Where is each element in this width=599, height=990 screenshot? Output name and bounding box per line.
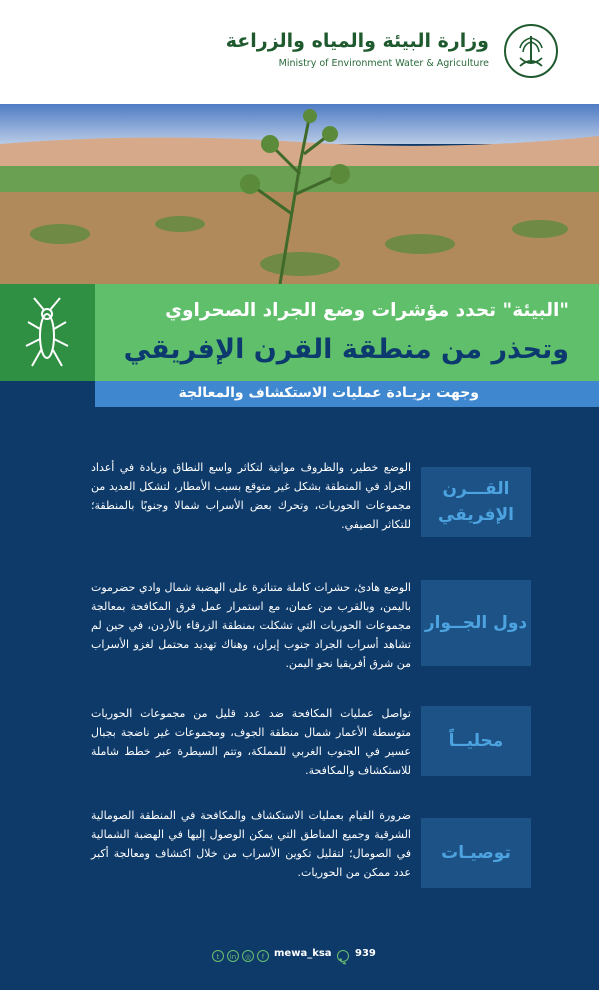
instagram-icon[interactable]: ◎	[242, 950, 254, 962]
locust-badge	[0, 284, 95, 381]
section-label-horn-of-africa: القـــرن الإفريقي	[421, 467, 531, 537]
section-text-local: تواصل عمليات المكافحة ضد عدد قليل من مجموعات الحوريات متوسطة الأعمار شمال منطقة الجوف، ومجموعات غير ناضجة بجبال عسير في الجنوب الغربي للمملكة، وتتم السيطرة عبر خطط شاملة للاستكشاف والمكافحة.	[91, 707, 411, 777]
linkedin-icon[interactable]: in	[227, 950, 239, 962]
headline-line-1: "البيئة" تحدد مؤشرات وضع الجراد الصحراوي	[165, 300, 569, 321]
section-text-neighboring-countries: الوضع هادئ، حشرات كاملة متناثرة على الهضبة شمال وادي حضرموت باليمن، وبالقرب من عمان، مع استمرار عمل فرق المكافحة بمعالجة مجموعات الحوريات التي تشكلت بمنطقة الزرقاء بالأردن، في حين لم تشاهد أسراب الجراد جنوب إيران، وهناك تهديد محتمل لغزو الأسراب من شرق أفريقيا نحو اليمن.	[91, 581, 411, 670]
facebook-icon[interactable]: f	[257, 950, 269, 962]
headline-line-2: وتحذر من منطقة القرن الإفريقي	[123, 334, 569, 365]
twitter-icon[interactable]: t	[212, 950, 224, 962]
title-band	[95, 284, 599, 381]
section-text-horn-of-africa: الوضع خطير، والظروف مواتية لتكاثر واسع النطاق وزيادة في أعداد الجراد في المنطقة بشكل غير متوقع بسبب الأمطار، لتشكل العديد من مجموعات الحوريات، وتحرك بعض الأسراب شمالا وجنوبًا بالمنطقة؛ للتكاثر الصيفي.	[91, 461, 411, 531]
ministry-name-english: Ministry of Environment Water & Agriculture	[278, 58, 489, 69]
social-handle[interactable]: mewa_ksa	[274, 948, 332, 959]
section-label-neighboring-countries: دول الجــوار	[421, 580, 531, 666]
landscape-photo	[0, 104, 599, 284]
subtitle: وجهت بزيـادة عمليات الاستكشاف والمعالجة	[178, 385, 479, 401]
phone-number[interactable]: 939	[355, 948, 376, 959]
footer	[0, 940, 599, 970]
header	[0, 0, 599, 104]
section-text-recommendations: ضرورة القيام بعمليات الاستكشاف والمكافحة في المنطقة الصومالية الشرقية وجميع المناطق التي يمكن الوصول إليها في الهضبة الشمالية في الصومال؛ لتقليل تكوين الأسراب من خلال اكتشاف ومعالجة أكبر عدد ممكن من الحوريات.	[91, 809, 411, 879]
ministry-name-arabic: وزارة البيئة والمياه والزراعة	[225, 30, 489, 52]
section-label-local: محليــاً	[421, 706, 531, 776]
phone-icon	[337, 950, 349, 962]
locust-icon	[0, 284, 95, 381]
section-label-recommendations: توصيـات	[421, 818, 531, 888]
ministry-logo-icon	[502, 22, 560, 80]
